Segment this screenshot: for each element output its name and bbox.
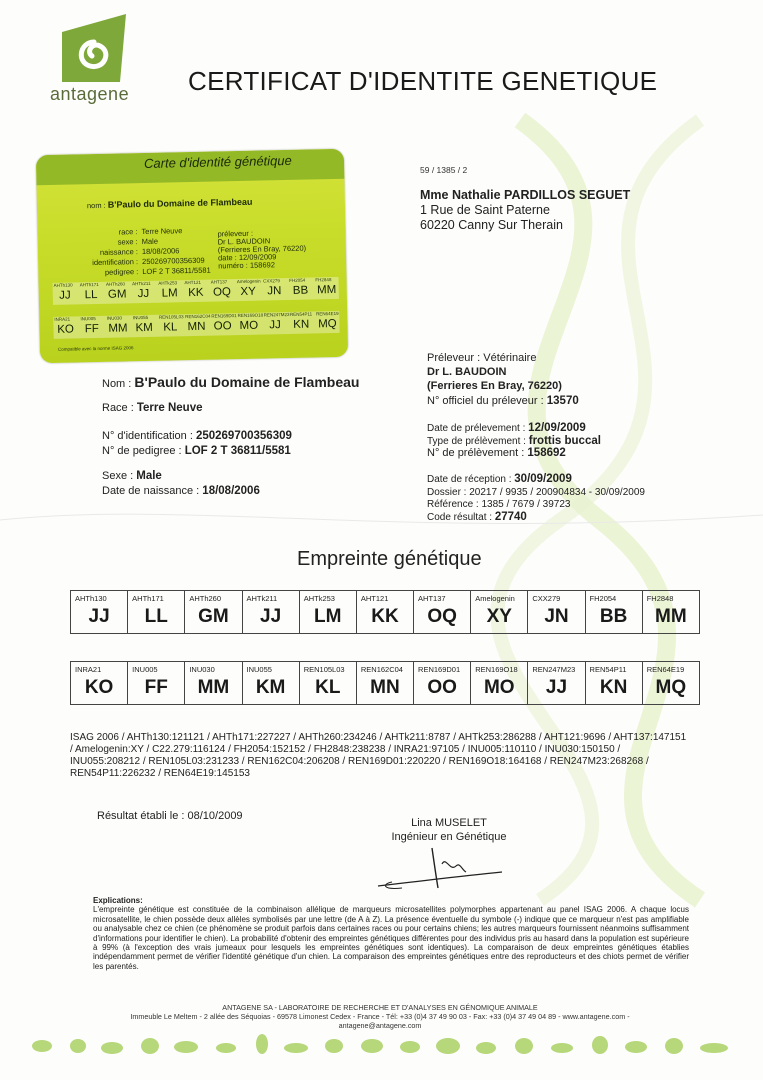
allele-value: MM — [655, 606, 687, 627]
allele-value: KM — [255, 677, 286, 698]
marker-label: REN169O18 — [475, 665, 518, 674]
reception-label: Date de réception : — [427, 474, 512, 485]
marker-cell — [128, 662, 185, 705]
allele-value: JJ — [545, 677, 568, 698]
allele-value: MM — [316, 283, 337, 297]
marker-cell — [414, 662, 471, 705]
marker-label: AHT121 — [184, 279, 202, 286]
marker-cell — [185, 662, 242, 705]
card-numero-label: numéro : — [218, 260, 248, 271]
allele-value: OO — [427, 677, 457, 698]
allele-value: MN — [187, 320, 206, 334]
animal-nom: B'Paulo du Domaine de Flambeau — [134, 374, 360, 390]
card-pedigree-label: pedigree : — [104, 267, 139, 277]
card-marker-cell — [184, 314, 209, 337]
marker-label: AHTh130 — [75, 594, 107, 603]
allele-value: FF — [144, 677, 168, 698]
marker-label: REN247M23 — [532, 665, 576, 674]
allele-value: KL — [315, 677, 341, 698]
marker-label: REN162C04 — [185, 313, 211, 320]
card-marker-row-1 — [53, 277, 339, 305]
explanations-heading: Explications: — [93, 896, 143, 905]
allele-value: KO — [57, 323, 75, 336]
animal-id: 250269700356309 — [195, 430, 292, 442]
card-marker-cell — [79, 316, 104, 339]
marker-label: AHT137 — [210, 279, 228, 285]
recipient-address — [420, 188, 630, 233]
animal-nom-label: Nom : — [102, 378, 132, 390]
marker-label: AHTk253 — [303, 594, 335, 603]
preleveur-name: Dr L. BAUDOIN — [427, 366, 507, 378]
preleveur-officiel: 13570 — [546, 395, 579, 407]
marker-label: FH2054 — [589, 594, 617, 603]
marker-cell — [528, 591, 585, 634]
card-marker-cell — [53, 282, 78, 305]
animal-sexe-label: Sexe : — [102, 470, 134, 482]
allele-value: LM — [314, 606, 342, 627]
marker-label: AHTk211 — [246, 594, 278, 603]
isag-allele-list: ISAG 2006 / AHTh130:121121 / AHTh171:227227 / AHTh260:234246 / AHTk211:8787 / AHTk253:286288 / AHT121:9696 / AHT137:147151 / Amelogenin:XY / C22.279:116124 / FH2054:152152 / FH2848:238238 / INRA21:97105 / INU005:110110 / INU030:150150 / INU055:208212 / REN105L03:231233 / REN162C04:206208 / REN169D01:220220 / REN169O18:164168 / REN247M23:268268 / REN54P11:226232 / REN64E19:145153 — [70, 732, 687, 779]
card-preleveur-label: préleveur : — [217, 228, 254, 239]
card-marker-cell — [132, 315, 157, 338]
card-marker-cell — [263, 312, 288, 335]
card-id-label: identification : — [92, 257, 139, 268]
marker-label: AHTh260 — [105, 281, 126, 287]
card-race-label: race : — [118, 227, 138, 237]
empreinte-title: Empreinte génétique — [297, 548, 482, 570]
animal-race-label: Race : — [102, 402, 134, 414]
card-marker-cell — [288, 277, 313, 300]
marker-cell — [185, 591, 242, 634]
allele-value: GM — [107, 288, 127, 301]
allele-value: MQ — [318, 317, 337, 331]
card-marker-cell — [106, 315, 131, 338]
code-resultat: 27740 — [494, 511, 527, 523]
reference-info: Référence : 1385 / 7679 / 39723 — [427, 499, 571, 510]
code-resultat-label: Code résultat : — [427, 512, 493, 523]
marker-label: AHTk211 — [132, 280, 151, 287]
marker-cell — [414, 591, 471, 634]
marker-label: REN169O18 — [237, 312, 264, 319]
marker-label: AHTh171 — [79, 281, 99, 288]
handwritten-signature-icon — [372, 842, 512, 894]
marker-cell — [356, 591, 413, 634]
prelevement-date-label: Date de prélevement : — [427, 423, 526, 434]
allele-value: OO — [213, 320, 232, 333]
marker-label: INU055 — [246, 665, 272, 674]
card-marker-cell — [237, 313, 262, 336]
allele-value: MM — [108, 322, 128, 335]
card-marker-cell — [183, 280, 208, 303]
allele-value: JJ — [59, 289, 71, 302]
allele-value: JJ — [260, 606, 282, 627]
marker-cell — [528, 662, 585, 705]
marker-label: AHT137 — [418, 594, 446, 603]
card-marker-cell — [262, 278, 287, 301]
card-date: 12/09/2009 — [238, 252, 277, 263]
allele-value: KO — [84, 677, 114, 698]
marker-label: REN54P11 — [289, 311, 313, 317]
empreinte-table-row-2 — [70, 661, 700, 705]
allele-value: OQ — [427, 606, 457, 627]
card-compat-note: Compatible avec la norme ISAG 2006 — [57, 345, 134, 352]
genetic-id-card — [36, 149, 348, 363]
card-sexe-label: sexe : — [117, 237, 138, 247]
allele-value: XY — [486, 606, 512, 627]
marker-label: INU005 — [80, 316, 96, 322]
card-naissance-label: naissance : — [99, 247, 138, 257]
reception-date: 30/09/2009 — [514, 473, 572, 485]
marker-label: REN64E19 — [646, 665, 685, 674]
marker-label: CXX279 — [262, 278, 280, 284]
marker-label: REN162C04 — [360, 665, 403, 674]
allele-value: JJ — [269, 319, 281, 332]
card-marker-cell — [289, 311, 314, 334]
marker-cell — [471, 591, 528, 634]
result-label: Résultat établi le : — [97, 810, 185, 822]
allele-value: MN — [370, 677, 400, 698]
card-marker-cell — [53, 316, 78, 339]
logo-text: antagene — [50, 84, 130, 104]
card-numero: 158692 — [249, 260, 276, 270]
recipient-name: Mme Nathalie PARDILLOS SEGUET — [420, 188, 631, 202]
marker-cell — [585, 591, 642, 634]
empreinte-table-row-1 — [70, 590, 700, 634]
card-marker-cell — [210, 313, 235, 336]
allele-value: KK — [371, 606, 399, 627]
card-marker-row-2 — [53, 311, 339, 339]
marker-label: FH2054 — [289, 277, 306, 283]
card-preleveur-lieu: (Ferrieres En Bray, 76220) — [217, 243, 307, 255]
allele-value: KK — [188, 286, 204, 300]
animal-pedigree-label: N° de pedigree : — [102, 445, 182, 457]
card-marker-cell — [79, 282, 104, 305]
marker-cell — [71, 591, 128, 634]
marker-label: CXX279 — [532, 594, 561, 603]
marker-label: INRA21 — [75, 665, 102, 674]
marker-cell — [299, 662, 356, 705]
card-date-label: date : — [217, 253, 237, 263]
animal-pedigree: LOF 2 T 36811/5581 — [184, 445, 291, 457]
marker-label: AHTh260 — [189, 594, 222, 603]
allele-value: KM — [135, 321, 153, 335]
card-marker-cell — [314, 277, 339, 300]
marker-label: AHTh171 — [132, 594, 164, 603]
marker-label: AHTh130 — [53, 282, 73, 288]
animal-sexe: Male — [136, 470, 162, 482]
explanations-block — [93, 896, 689, 971]
card-id: 250269700356309 — [142, 255, 205, 267]
marker-label: REN247M23 — [263, 311, 290, 318]
marker-label: REN169D01 — [211, 313, 237, 319]
allele-value: BB — [292, 284, 309, 297]
signer-block — [384, 816, 514, 844]
card-race: Terre Neuve — [141, 226, 183, 237]
animal-naissance: 18/08/2006 — [202, 485, 260, 497]
marker-label: AHTk253 — [158, 280, 178, 286]
marker-label: REN54P11 — [589, 665, 627, 674]
prelevement-date: 12/09/2009 — [528, 422, 586, 434]
card-preleveur: Dr L. BAUDOIN — [217, 236, 271, 247]
allele-value: LL — [144, 606, 168, 627]
allele-value: KN — [599, 677, 628, 698]
preleveur-officiel-label: N° officiel du préleveur : — [427, 395, 544, 407]
card-marker-cell — [315, 311, 340, 334]
card-marker-cell — [157, 280, 182, 303]
card-marker-cell — [236, 279, 261, 302]
signer-name: Lina MUSELET — [411, 817, 487, 829]
prelevement-numero-label: N° de prélèvement : — [427, 447, 525, 459]
allele-value: MQ — [655, 677, 687, 698]
allele-value: MO — [239, 319, 259, 333]
allele-value: OQ — [212, 286, 232, 299]
animal-race: Terre Neuve — [136, 402, 203, 414]
document-reference: 59 / 1385 / 2 — [420, 165, 468, 175]
signer-title: Ingénieur en Génétique — [391, 831, 507, 843]
marker-cell — [356, 662, 413, 705]
card-marker-cell — [210, 279, 235, 302]
allele-value: JJ — [137, 287, 150, 301]
card-nom: B'Paulo du Domaine de Flambeau — [107, 196, 253, 210]
card-naissance: 18/08/2006 — [141, 246, 180, 257]
card-marker-cell — [105, 281, 130, 304]
marker-cell — [242, 662, 299, 705]
marker-label: INU055 — [132, 314, 149, 321]
allele-value: KL — [163, 321, 178, 334]
marker-cell — [642, 591, 699, 634]
marker-cell — [585, 662, 642, 705]
preleveur-type: Vétérinaire — [483, 352, 537, 364]
marker-label: INRA21 — [54, 316, 71, 322]
marker-label: INU030 — [189, 665, 215, 674]
animal-id-label: N° d'identification : — [102, 430, 193, 442]
marker-label: FH2848 — [315, 277, 332, 283]
marker-cell — [71, 662, 128, 705]
marker-cell — [242, 591, 299, 634]
marker-cell — [471, 662, 528, 705]
preleveur-label: Préleveur : — [427, 352, 481, 364]
card-marker-cell — [158, 314, 183, 337]
prelevement-type: frottis buccal — [528, 435, 601, 447]
marker-label: INU005 — [132, 665, 158, 674]
marker-cell — [128, 591, 185, 634]
marker-label: Amelogenin — [475, 594, 515, 603]
allele-value: KN — [293, 318, 310, 331]
footer-address: Immeuble Le Meltem - 2 allée des Séquoias - 69578 Limonest Cedex - France - Tél: +33 (0)4 37 49 90 03 - Fax: +33 (0)4 37 49 04 89 - www.antagene.com - — [130, 1012, 630, 1021]
marker-label: REN64E19 — [316, 310, 339, 317]
allele-value: JJ — [88, 606, 110, 627]
allele-value: XY — [240, 285, 256, 298]
explanations-text: L'empreinte génétique est constituée de la combinaison allélique de marqueurs microsatellites polymorphes appartenant au panel ISAG 2006. A chaque locus microsatellite, le chien possède deux allèles symbolisés par une lettre (de A à Z). La présence éventuelle du symbole (-) indique que ce marqueur n'est pas amplifiable ou analysable chez ce chien (ce phénomène se produit parfois dans certaines races ou pour certains chiens; les autres marqueurs fournissent néanmoins suffisamment d'informations pour identifier le chien). La probabilité d'obtenir des empreintes génétiques différentes pour des individus pris au hasard dans la population est supérieure à 99% (à l'exception des vrais jumeaux pour lesquels les empreintes génétiques sont identiques). La comparaison de deux empreintes génétiques établies indépendamment permet de vérifier l'identité génétique d'un chien. La comparaison des empreintes génétiques entre des reproducteurs et des chiots permet de vérifier les parentés. — [93, 905, 689, 971]
animal-silhouettes-icon — [30, 1026, 740, 1060]
marker-label: REN169D01 — [418, 665, 461, 674]
allele-value: LL — [84, 288, 98, 302]
marker-label: Amelogenin — [236, 278, 261, 285]
allele-value: LM — [161, 287, 178, 300]
marker-label: INU030 — [106, 315, 122, 321]
prelevement-numero: 158692 — [527, 447, 566, 459]
recipient-street: 1 Rue de Saint Paterne — [420, 203, 550, 217]
card-marker-cell — [131, 281, 156, 304]
marker-label: FH2848 — [646, 594, 674, 603]
allele-value: JN — [544, 606, 569, 627]
card-nom-label: nom : — [86, 200, 106, 211]
preleveur-lieu: (Ferrieres En Bray, 76220) — [427, 380, 562, 392]
allele-value: FF — [84, 322, 99, 336]
card-sexe: Male — [141, 236, 159, 247]
marker-label: AHT121 — [360, 594, 389, 603]
footer-email: antagene@antagene.com — [338, 1021, 422, 1030]
recipient-city: 60220 Canny Sur Therain — [420, 218, 563, 232]
allele-value: GM — [198, 606, 229, 627]
prelevement-type-label: Type de prélèvement : — [427, 436, 526, 447]
marker-cell — [642, 662, 699, 705]
marker-cell — [299, 591, 356, 634]
document-title: CERTIFICAT D'IDENTITE GENETIQUE — [188, 66, 658, 96]
marker-label: REN105L03 — [158, 314, 184, 320]
allele-value: BB — [599, 606, 628, 627]
animal-naissance-label: Date de naissance : — [102, 485, 200, 497]
allele-value: JN — [267, 285, 282, 298]
dossier-info: Dossier : 20217 / 9935 / 200904834 - 30/09/2009 — [427, 487, 645, 498]
card-title: Carte d'identité génétique — [143, 152, 292, 171]
card-pedigree: LOF 2 T 36811/5581 — [142, 265, 211, 277]
marker-label: REN105L03 — [303, 665, 345, 674]
allele-value: MO — [483, 677, 515, 698]
result-date: 08/10/2009 — [187, 810, 243, 822]
allele-value: MM — [197, 677, 230, 698]
footer-company: ANTAGENE SA - LABORATOIRE DE RECHERCHE ET D'ANALYSES EN GÉNOMIQUE ANIMALE — [222, 1003, 538, 1012]
